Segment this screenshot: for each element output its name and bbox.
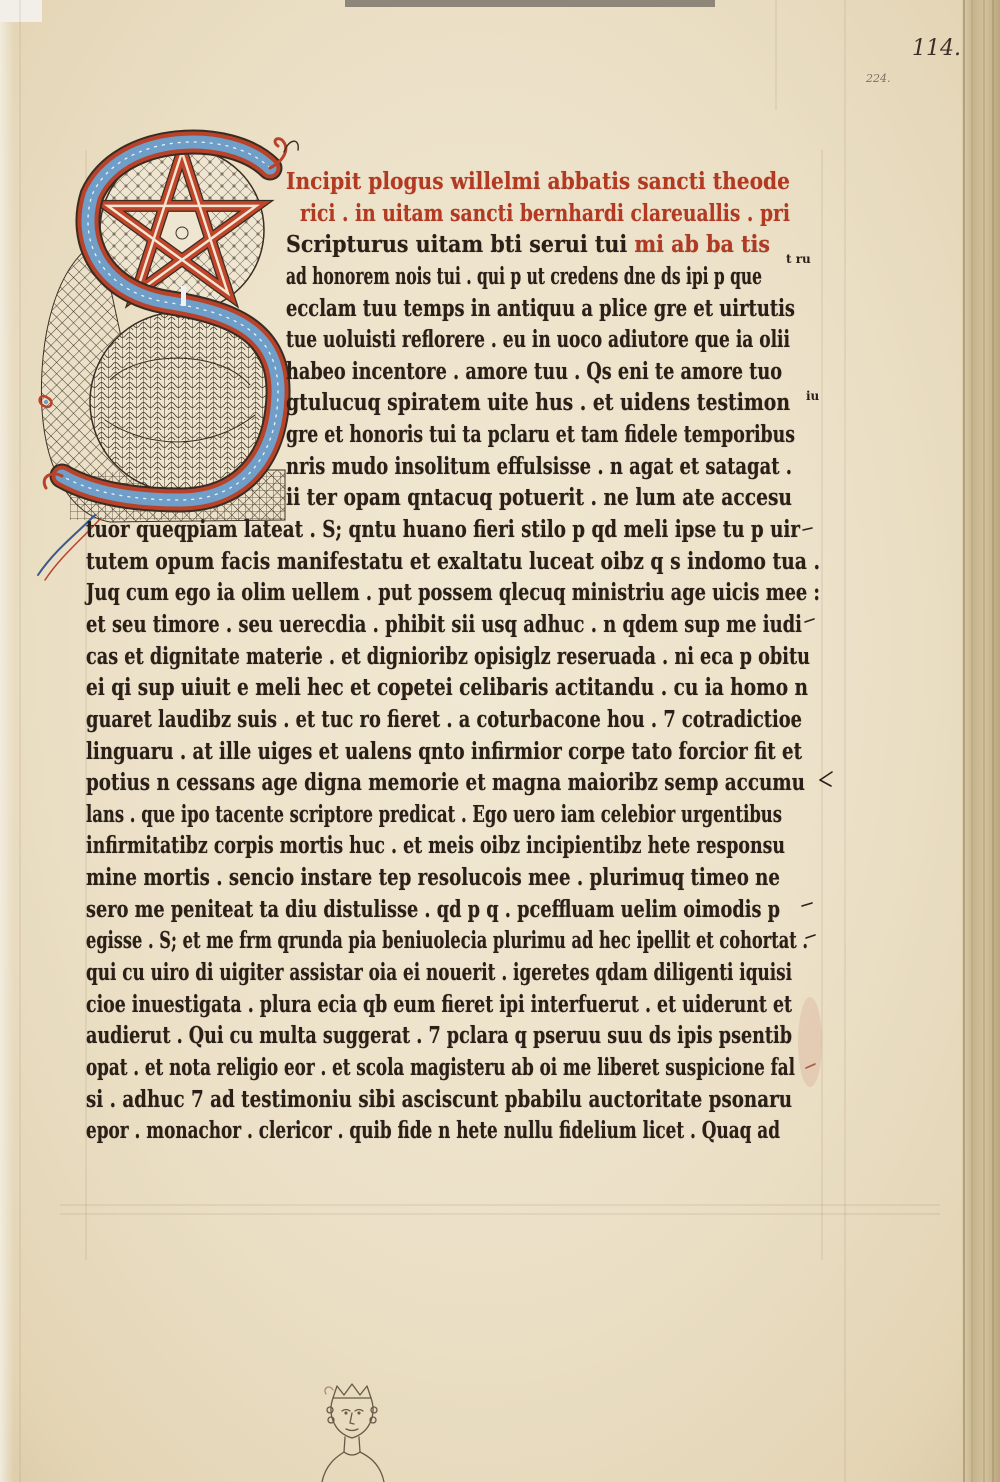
rubric-line bbox=[86, 166, 822, 198]
text-line-content: infirmitatibz corpis mortis huc . et meis oibz incipientibz hete responsu bbox=[86, 832, 785, 860]
text-line bbox=[86, 293, 822, 325]
rubric-line-text: Incipit plogus willelmi abbatis sancti theode bbox=[286, 168, 790, 195]
text-line bbox=[86, 451, 822, 483]
text-line bbox=[86, 419, 822, 451]
text-line bbox=[86, 925, 822, 957]
folio-number: 114. bbox=[912, 36, 961, 61]
text-line-content: audierut . Qui cu multa suggerat . 7 pclara q pseruu suu ds ipis psentib bbox=[86, 1022, 792, 1050]
text-line bbox=[86, 830, 822, 862]
text-line bbox=[86, 799, 822, 831]
text-line bbox=[86, 1084, 822, 1116]
text-line-content: tuor queqpiam lateat . S; qntu huano fieri stilo p qd meli ipse tu p uir bbox=[86, 516, 800, 544]
text-line bbox=[86, 387, 822, 419]
text-line-content: et seu timore . seu uerecdia . phibit sii usq adhuc . n qdem sup me iudi bbox=[86, 610, 802, 638]
text-line bbox=[86, 894, 822, 926]
rubric-line-text: rici . in uitam sancti bernhardi clareuallis . pri bbox=[300, 199, 790, 227]
text-line-content: guaret laudibz suis . et tuc ro fieret . a coturbacone hou . 7 cotradictioe bbox=[86, 705, 802, 733]
text-line-content: mine mortis . sencio instare tep resolucois mee . plurimuq timeo ne bbox=[86, 864, 780, 892]
text-line bbox=[86, 862, 822, 894]
text-line-content: potius n cessans age digna memorie et magna maioribz semp accumu bbox=[86, 769, 805, 797]
rubric-line bbox=[86, 198, 822, 230]
text-line bbox=[86, 1115, 822, 1147]
text-line bbox=[86, 577, 822, 609]
text-line-content: linguaru . at ille uiges et ualens qnto infirmior corpe tato forcior fit et bbox=[86, 737, 802, 765]
text-line-content: cas et dignitate materie . et dignioribz opisiglz reseruada . ni eca p obitu bbox=[86, 642, 810, 670]
text-line-content: lans . que ipo tacente scriptore predicat . Ego uero iam celebior urgentibus bbox=[86, 800, 782, 828]
head-sketch bbox=[322, 1384, 384, 1482]
text-line bbox=[86, 356, 822, 388]
text-line-content: opat . et nota religio eor . et scola magisteru ab oi me liberet suspicione fal bbox=[86, 1053, 795, 1081]
text-line-content: epor . monachor . clericor . quib fide n hete nullu fidelium licet . Quaq ad bbox=[86, 1117, 780, 1145]
text-line-content: ad honorem nois tui . qui p ut credens dne ds ipi p que bbox=[286, 262, 762, 290]
text-line bbox=[86, 672, 822, 704]
text-line bbox=[86, 514, 822, 546]
text-line bbox=[86, 641, 822, 673]
text-line bbox=[86, 736, 822, 768]
text-line-content: qui cu uiro di uigiter assistar oia ei nouerit . igeretes qdam diligenti iquisi bbox=[86, 959, 792, 987]
text-line bbox=[86, 989, 822, 1021]
text-block bbox=[86, 166, 822, 1147]
text-line bbox=[86, 546, 822, 578]
text-line-content bbox=[286, 229, 770, 261]
text-line bbox=[86, 957, 822, 989]
text-line-content: cioe inuestigata . plura ecia qb eum fieret ipi interfuerut . et uiderunt et bbox=[86, 990, 792, 1018]
text-line bbox=[86, 1020, 822, 1052]
text-line-content: tue uoluisti reflorere . eu in uoco adiutore que ia olii bbox=[286, 326, 790, 354]
text-line-content: habeo incentore . amore tuu . Qs eni te amore tuo bbox=[286, 357, 782, 385]
text-line bbox=[86, 261, 822, 293]
text-line-content: gtulucuq spiratem uite hus . et uidens testimon bbox=[286, 389, 790, 417]
text-line-content: gre et honoris tui ta pclaru et tam fidele temporibus bbox=[286, 421, 795, 449]
text-line bbox=[86, 609, 822, 641]
incipit-text: Scripturus uitam bti serui tui bbox=[286, 231, 628, 259]
text-line-content: Juq cum ego ia olim uellem . put possem qlecuq ministriu age uicis mee : bbox=[86, 579, 820, 607]
text-line-content: ei qi sup uiuit e meli hec et copetei celibaris actitandu . cu ia homo n bbox=[86, 674, 808, 702]
text-line bbox=[86, 767, 822, 799]
text-line-content: sero me peniteat ta diu distulisse . qd p q . pceffluam uelim oimodis p bbox=[86, 895, 780, 923]
text-line bbox=[86, 482, 822, 514]
text-line-content: ii ter opam qntacuq potuerit . ne lum ate accesu bbox=[286, 484, 792, 512]
old-folio-number: 224. bbox=[866, 72, 891, 85]
text-line-content: si . adhuc 7 ad testimoniu sibi asciscunt pbabilu auctoritate psonaru bbox=[86, 1085, 792, 1113]
text-line-content: ecclam tuu temps in antiquu a plice gre et uirtutis bbox=[286, 294, 795, 322]
text-line bbox=[86, 1052, 822, 1084]
text-line-content: egisse . S; et me frm qrunda pia beniuolecia plurimu ad hec ipellit et cohortat . bbox=[86, 927, 808, 955]
text-line-content: tutem opum facis manifestatu et exaltatu luceat oibz q s indomo tua . bbox=[86, 547, 820, 575]
margin-note: t ru bbox=[786, 252, 811, 266]
margin-note: iu bbox=[806, 389, 820, 403]
text-line bbox=[86, 704, 822, 736]
text-line-content: nris mudo insolitum effulsisse . n agat et satagat . bbox=[286, 452, 792, 480]
text-line bbox=[86, 229, 822, 261]
text-line bbox=[86, 324, 822, 356]
rubric-continuation: mi ab ba tis bbox=[634, 231, 770, 259]
